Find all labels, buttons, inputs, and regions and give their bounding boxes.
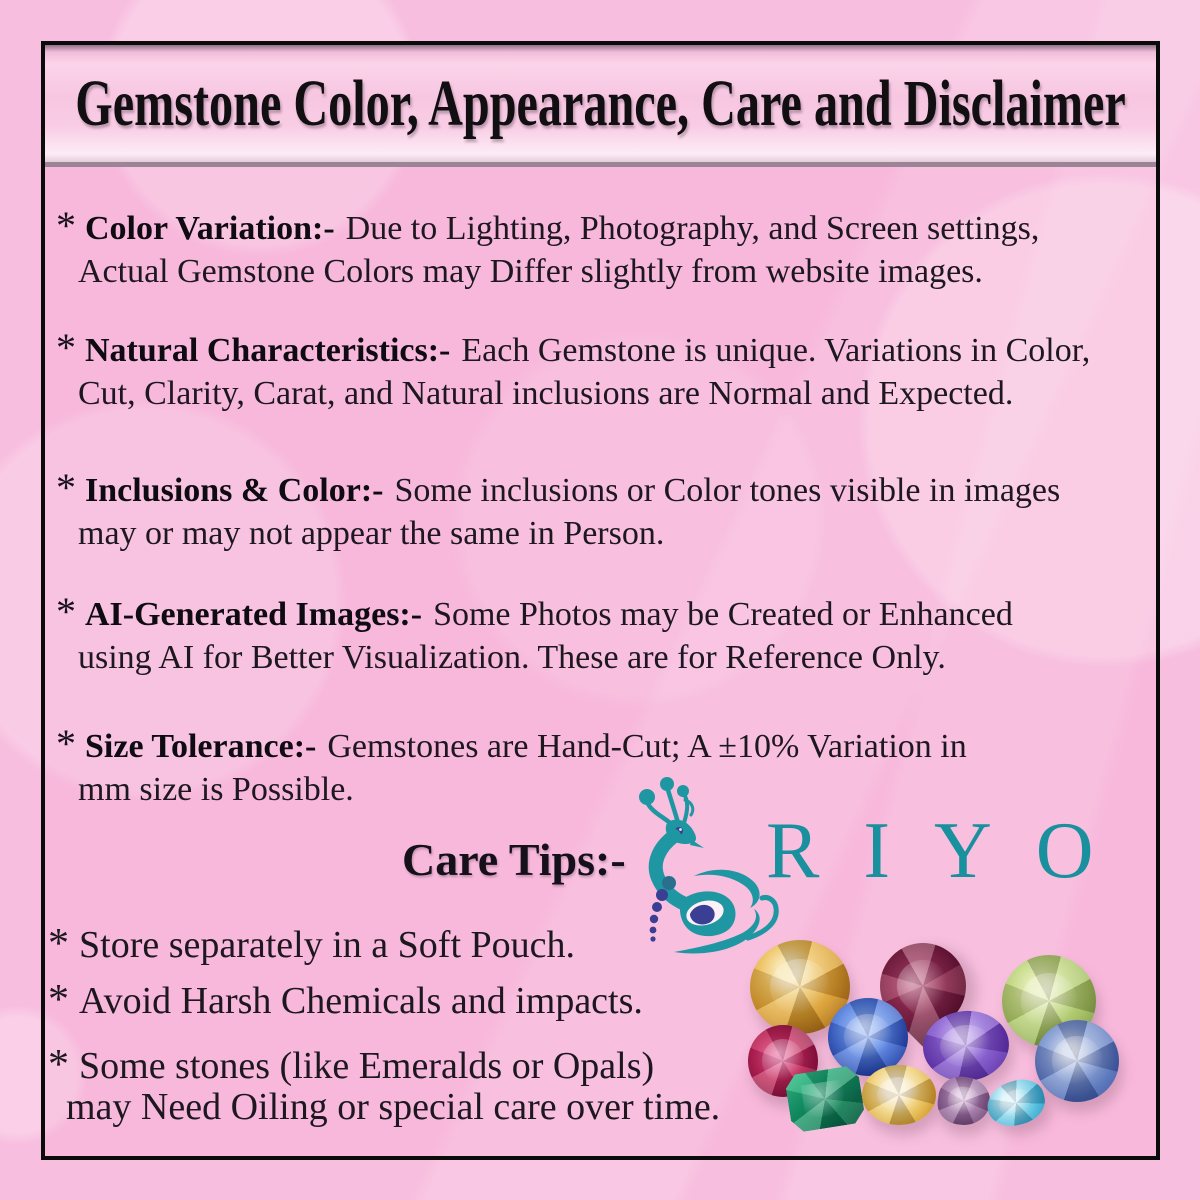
disclaimer-text-line2: Cut, Clarity, Carat, and Natural inclusions are Normal and Expected. — [78, 375, 1014, 412]
care-tip-chemicals — [48, 977, 643, 1023]
bullet-asterisk: * — [56, 589, 76, 634]
disclaimer-natural-characteristics — [56, 326, 1090, 415]
bullet-asterisk: * — [56, 465, 76, 510]
disclaimer-ai-generated-images — [56, 590, 1013, 679]
disclaimer-label: Inclusions & Color:- — [85, 472, 384, 509]
bullet-asterisk: * — [48, 977, 69, 1023]
disclaimer-text-line1: Each Gemstone is unique. Variations in Color, — [461, 332, 1091, 369]
disclaimer-size-tolerance — [56, 722, 967, 811]
bullet-asterisk: * — [56, 203, 76, 248]
swiss-blue-topaz-gem — [983, 1075, 1050, 1132]
disclaimer-text-line1: Gemstones are Hand-Cut; A ±10% Variation in — [327, 728, 967, 765]
bullet-asterisk: * — [48, 921, 69, 967]
brand-riyo-wordmark — [766, 806, 1094, 897]
disclaimer-text-line2: using AI for Better Visualization. These are for Reference Only. — [78, 639, 946, 676]
disclaimer-text-line1: Some Photos may be Created or Enhanced — [433, 596, 1013, 633]
bullet-asterisk: * — [48, 1042, 69, 1088]
brand-letter: O — [1035, 807, 1094, 895]
disclaimer-text-line2: Actual Gemstone Colors may Differ slightly from website images. — [78, 253, 983, 290]
gemstones-image — [740, 925, 1132, 1140]
care-tip-text-line2: may Need Oiling or special care over time. — [66, 1086, 721, 1128]
care-tip-store — [48, 921, 576, 967]
emerald-octagon-gem — [784, 1065, 866, 1134]
brand-letter: R — [766, 807, 820, 895]
page-title: Gemstone Color, Appearance, Care and Disclaimer — [75, 66, 1126, 140]
brand-letter: Y — [934, 807, 992, 895]
disclaimer-color-variation — [56, 204, 1039, 293]
bullet-asterisk: * — [56, 325, 76, 370]
disclaimer-text-line1: Some inclusions or Color tones visible in images — [394, 472, 1061, 509]
citrine-oval-gem — [862, 1065, 936, 1125]
disclaimer-text-line1: Due to Lighting, Photography, and Screen settings, — [345, 210, 1040, 247]
care-tip-oiling — [48, 1042, 721, 1128]
disclaimer-inclusions-color — [56, 466, 1060, 555]
brand-letter: I — [863, 807, 890, 895]
care-tips-heading: Care Tips:- — [402, 834, 626, 885]
title-banner — [45, 45, 1156, 167]
bullet-asterisk: * — [56, 721, 76, 766]
amethyst-small-gem — [935, 1074, 993, 1129]
disclaimer-label: Size Tolerance:- — [85, 728, 317, 765]
care-tip-text: Store separately in a Soft Pouch. — [79, 924, 576, 966]
care-tip-text: Some stones (like Emeralds or Opals) — [79, 1045, 655, 1087]
disclaimer-text-line2: may or may not appear the same in Person. — [78, 515, 665, 552]
blue-topaz-round-gem — [1035, 1020, 1119, 1102]
disclaimer-label: AI-Generated Images:- — [85, 596, 423, 633]
disclaimer-text-line2: mm size is Possible. — [78, 771, 354, 808]
care-tip-text: Avoid Harsh Chemicals and impacts. — [79, 980, 643, 1022]
disclaimer-label: Natural Characteristics:- — [85, 332, 451, 369]
disclaimer-label: Color Variation:- — [85, 210, 335, 247]
